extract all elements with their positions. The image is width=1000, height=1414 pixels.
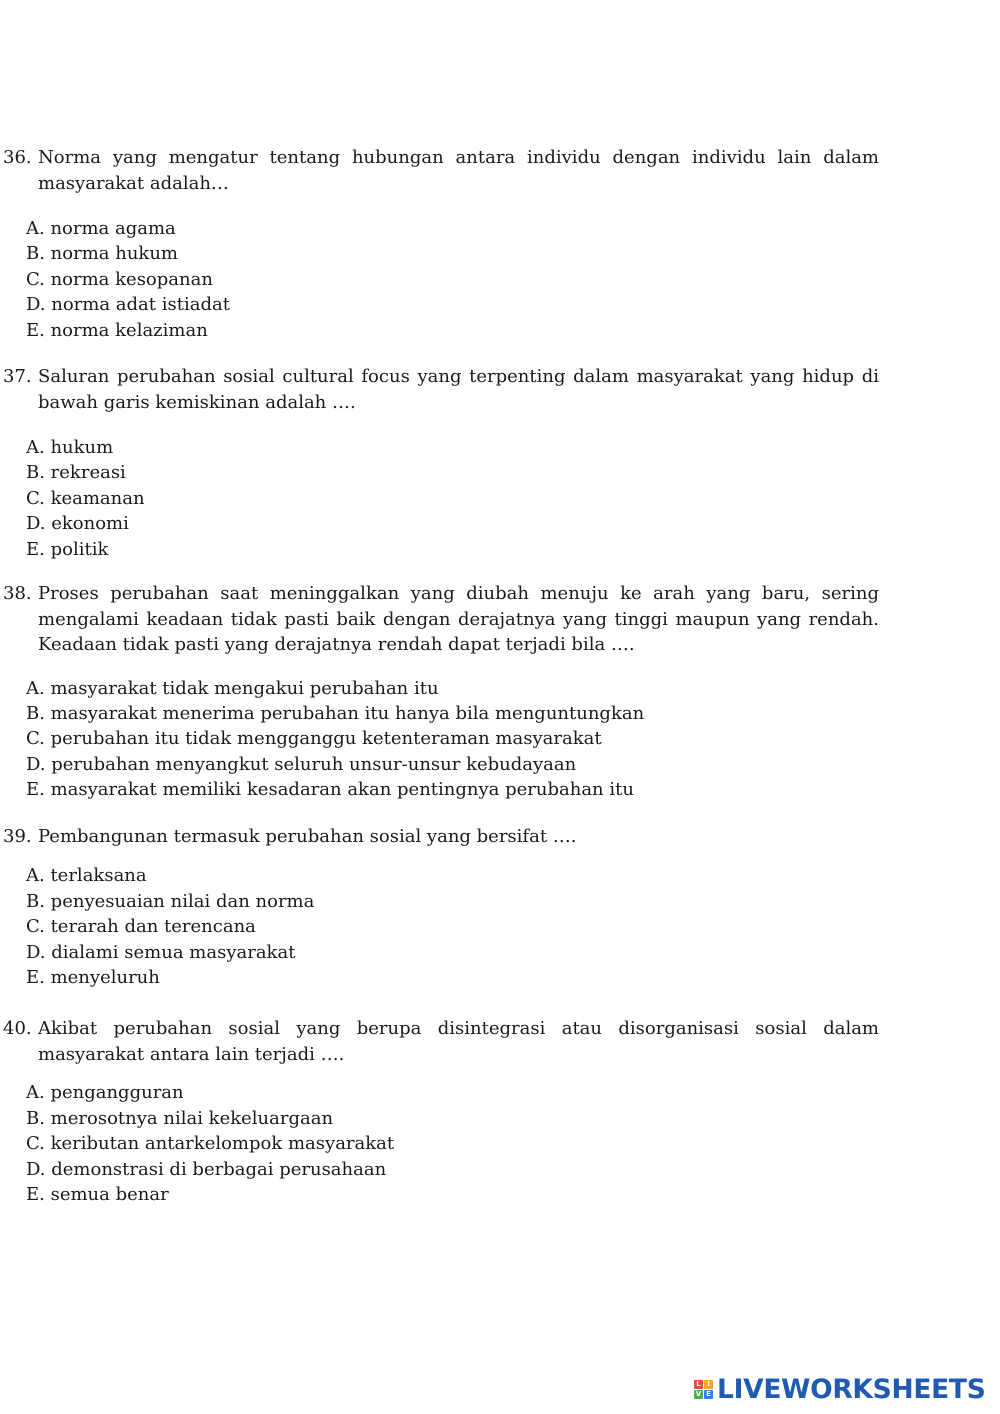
option-d[interactable]: D. ekonomi — [26, 513, 129, 534]
option-a[interactable]: A. masyarakat tidak mengakui perubahan itu — [26, 677, 439, 699]
option-b[interactable]: B. merosotnya nilai kekeluargaan — [26, 1108, 334, 1129]
brand-name: LIVEWORKSHEETS — [717, 1373, 986, 1405]
question-text — [3, 1016, 879, 1067]
logo-tile: L — [694, 1380, 703, 1389]
option-d[interactable]: D. demonstrasi di berbagai perusahaan — [26, 1159, 387, 1180]
option-b[interactable]: B. rekreasi — [26, 462, 126, 483]
question-36 — [3, 145, 879, 341]
option-a[interactable]: A. terlaksana — [26, 864, 147, 886]
liveworksheets-brand — [694, 1374, 986, 1404]
option-e[interactable]: E. menyeluruh — [26, 966, 160, 988]
question-prompt: Saluran perubahan sosial cultural focus yang terpenting dalam masyarakat yang hidup di bawah garis kemiskinan adalah …. — [38, 366, 879, 413]
logo-tile: I — [704, 1380, 713, 1389]
question-37 — [3, 364, 879, 560]
question-38 — [3, 581, 879, 800]
question-number: 37. — [3, 366, 32, 387]
logo-tile: E — [704, 1390, 713, 1399]
option-c[interactable]: C. keributan antarkelompok masyarakat — [26, 1133, 395, 1154]
option-e[interactable]: E. masyarakat memiliki kesadaran akan pentingnya perubahan itu — [26, 778, 634, 800]
option-a[interactable]: A. norma agama — [26, 218, 176, 239]
option-d[interactable]: D. perubahan menyangkut seluruh unsur-unsur kebudayaan — [26, 753, 577, 775]
question-39 — [3, 824, 879, 988]
option-d[interactable]: D. dialami semua masyarakat — [26, 941, 296, 963]
question-number: 39. — [3, 826, 32, 847]
option-e[interactable]: E. politik — [26, 539, 109, 560]
question-text — [3, 364, 879, 415]
question-prompt: Akibat perubahan sosial yang berupa disintegrasi atau disorganisasi sosial dalam masyarakat antara lain terjadi …. — [38, 1018, 879, 1065]
question-number: 40. — [3, 1018, 32, 1039]
option-e[interactable]: E. semua benar — [26, 1184, 169, 1205]
question-40 — [3, 1016, 879, 1205]
option-c[interactable]: C. perubahan itu tidak mengganggu ketenteraman masyarakat — [26, 727, 602, 749]
option-b[interactable]: B. norma hukum — [26, 243, 178, 264]
option-a[interactable]: A. hukum — [26, 437, 114, 458]
question-number: 38. — [3, 583, 32, 604]
option-b[interactable]: B. penyesuaian nilai dan norma — [26, 890, 315, 912]
question-number: 36. — [3, 147, 32, 168]
question-prompt: Pembangunan termasuk perubahan sosial yang bersifat …. — [38, 826, 577, 847]
question-text — [3, 581, 879, 658]
option-c[interactable]: C. norma kesopanan — [26, 269, 213, 290]
option-c[interactable]: C. terarah dan terencana — [26, 915, 256, 937]
option-c[interactable]: C. keamanan — [26, 488, 145, 509]
question-prompt: Proses perubahan saat meninggalkan yang diubah menuju ke arah yang baru, sering mengalami keadaan tidak pasti baik dengan derajatnya yang tinggi maupun yang rendah. Keadaan tidak pasti yang derajatnya rendah dapat terjadi bila …. — [38, 583, 879, 655]
question-text — [3, 824, 879, 850]
option-b[interactable]: B. masyarakat menerima perubahan itu hanya bila menguntungkan — [26, 702, 645, 724]
option-a[interactable]: A. pengangguran — [26, 1082, 184, 1103]
option-d[interactable]: D. norma adat istiadat — [26, 294, 230, 315]
question-text — [3, 145, 879, 196]
question-prompt: Norma yang mengatur tentang hubungan antara individu dengan individu lain dalam masyarakat adalah… — [38, 147, 879, 194]
logo-tile: V — [695, 1389, 702, 1398]
liveworksheets-logo-icon — [694, 1380, 713, 1399]
option-e[interactable]: E. norma kelaziman — [26, 320, 208, 341]
